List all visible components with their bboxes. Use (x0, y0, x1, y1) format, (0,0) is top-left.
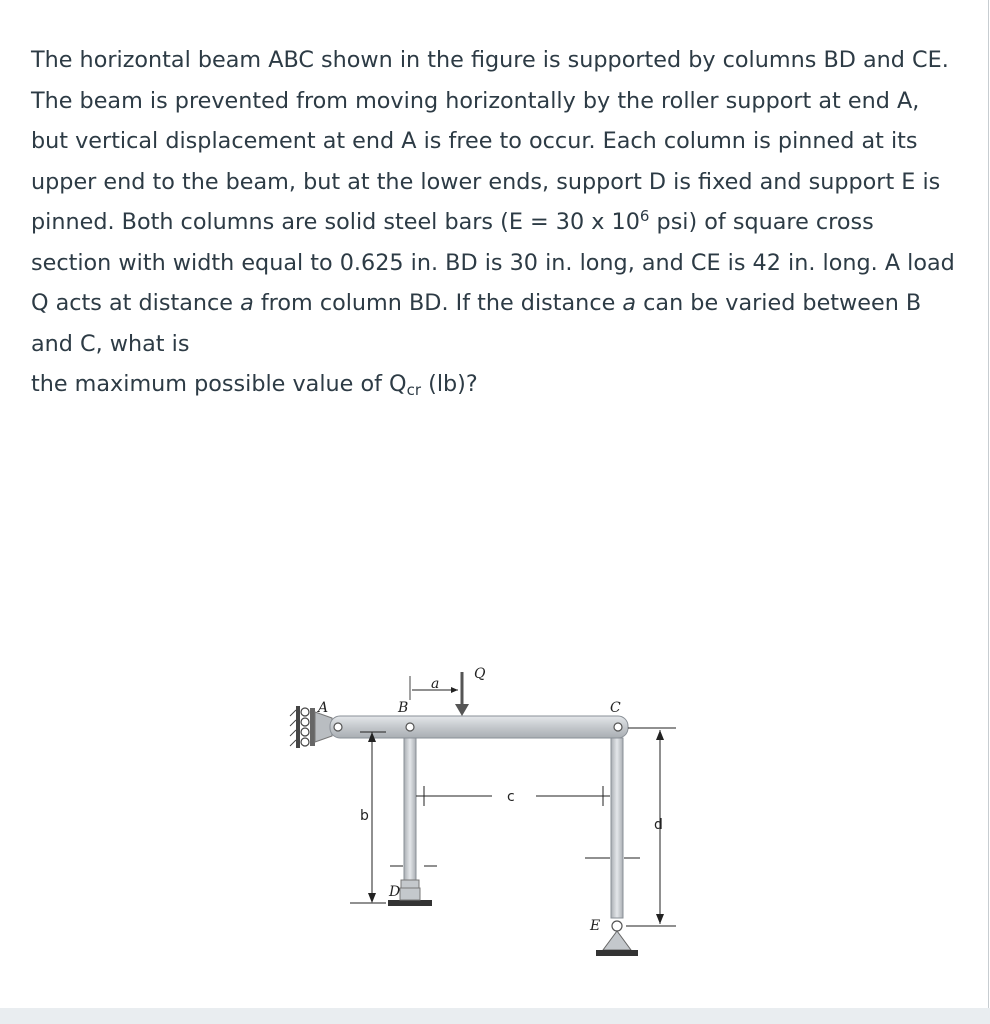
question-part-4: can be varied between B and C, what is (31, 290, 922, 357)
question-part-1: The horizontal beam ABC shown in the figure is supported by columns BD and CE. The beam is prevented from moving horizontally by the roller support at end A, but vertical displacement at end A is free to occur. Each column is pinned at its upper end to the beam, but at the lower ends, support D is fixed and support E is pinned. Both columns are solid steel bars (E = 30 x 10 (31, 47, 949, 235)
question-part-2: psi) of square cross section with width equal to 0.625 in. BD is 30 in. long, and CE is 42 in. long. A load Q acts at distance (31, 209, 955, 316)
right-divider (988, 0, 989, 1024)
bottom-band (0, 1008, 990, 1024)
label-dim-a: a (431, 676, 440, 692)
dimension-c (390, 786, 640, 866)
label-e: E (590, 918, 601, 934)
label-dim-c: c (507, 789, 515, 805)
label-q: Q (474, 666, 486, 682)
label-d: D (389, 884, 401, 900)
variable-a: a (240, 290, 254, 316)
label-dim-b: b (360, 808, 369, 824)
dimension-d (626, 728, 676, 926)
label-dim-d: d (654, 817, 663, 833)
column-bd (388, 738, 432, 906)
beam-abc (330, 716, 628, 738)
label-b: B (398, 700, 409, 716)
variable-a-2: a (622, 290, 637, 316)
load-q (455, 672, 469, 716)
exponent: 6 (639, 207, 650, 225)
subscript-cr: cr (406, 381, 422, 399)
label-a: A (318, 700, 329, 716)
question-part-6: (lb)? (421, 371, 478, 397)
label-c: C (610, 700, 621, 716)
column-ce (596, 738, 638, 956)
question-part-5: the maximum possible value of Q (31, 371, 407, 397)
question-part-3: from column BD. If the distance (253, 290, 623, 316)
